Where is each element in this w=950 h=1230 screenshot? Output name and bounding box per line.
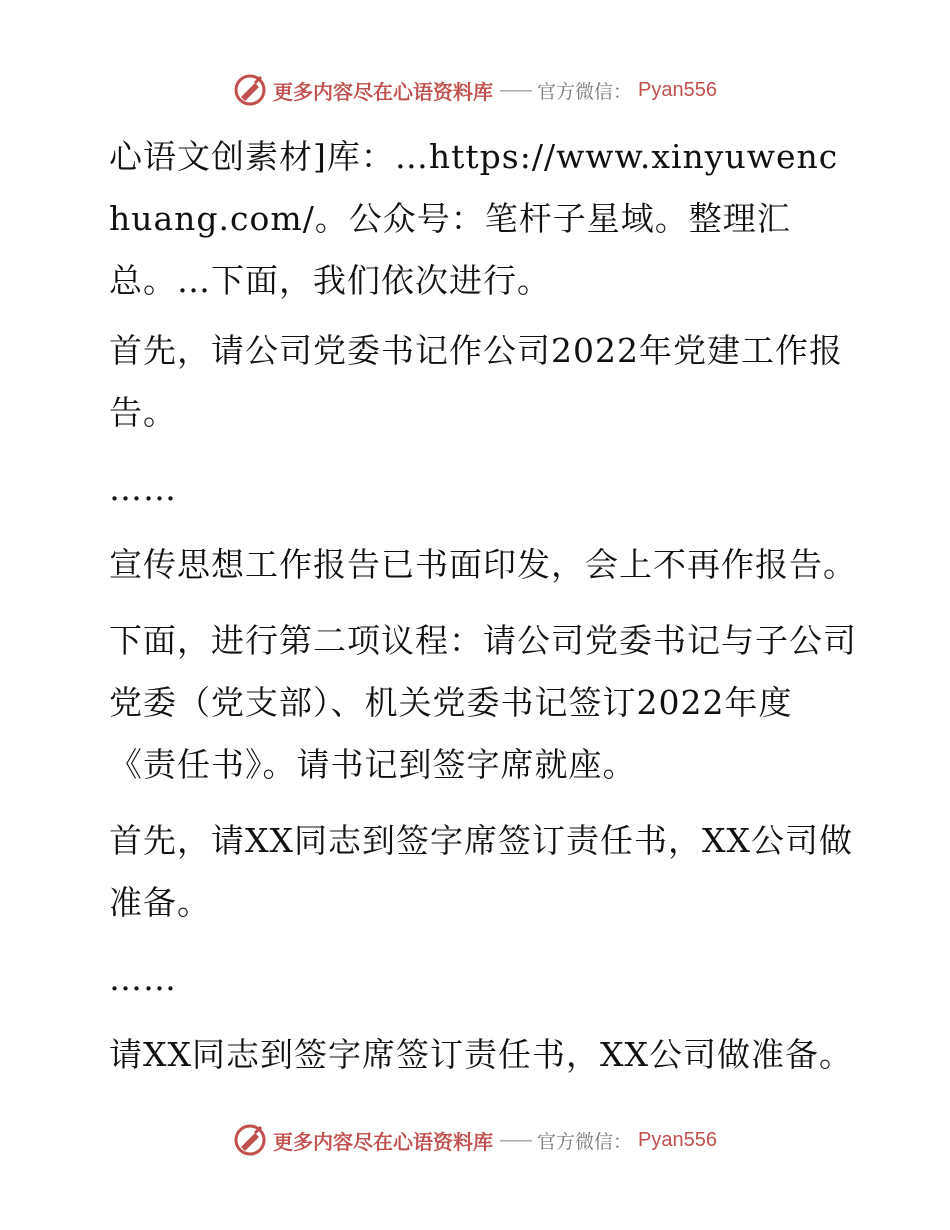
banner-dash: —— xyxy=(499,1129,531,1151)
banner-wechat-account: Pyan556 xyxy=(638,78,717,101)
paragraph: …… xyxy=(109,469,177,508)
document-body xyxy=(97,126,857,1100)
footer-banner xyxy=(0,1120,950,1160)
banner-brand-text: 更多内容尽在心语资料库 xyxy=(273,1129,493,1154)
banner-dash: —— xyxy=(499,79,531,101)
banner-wechat-label: 官方微信： xyxy=(537,80,633,103)
header-banner xyxy=(0,70,950,110)
paragraph: 下面，进行第二项议程：请公司党委书记与子公司党委（党支部）、机关党委书记签订2022年度《责任书》。请书记到签字席就座。 xyxy=(109,621,857,784)
paragraph: 首先，请XX同志到签字席签订责任书，XX公司做准备。 xyxy=(109,821,853,922)
pen-logo-icon xyxy=(233,1123,267,1157)
banner-brand-text: 更多内容尽在心语资料库 xyxy=(273,79,493,104)
pen-logo-icon xyxy=(233,73,267,107)
banner-wechat-account: Pyan556 xyxy=(638,1128,717,1151)
paragraph: 首先，请公司党委书记作公司2022年党建工作报告。 xyxy=(109,331,843,432)
paragraph: 宣传思想工作报告已书面印发，会上不再作报告。 xyxy=(109,545,857,584)
paragraph: 心语文创素材]库：…https://www.xinyuwenchuang.com/。公众号：笔杆子星域。整理汇总。…下面，我们依次进行。 xyxy=(109,137,839,300)
paragraph: …… xyxy=(109,959,177,998)
paragraph: 请XX同志到签字席签订责任书，XX公司做准备。 xyxy=(109,1035,853,1074)
banner-wechat-label: 官方微信： xyxy=(537,1130,633,1153)
